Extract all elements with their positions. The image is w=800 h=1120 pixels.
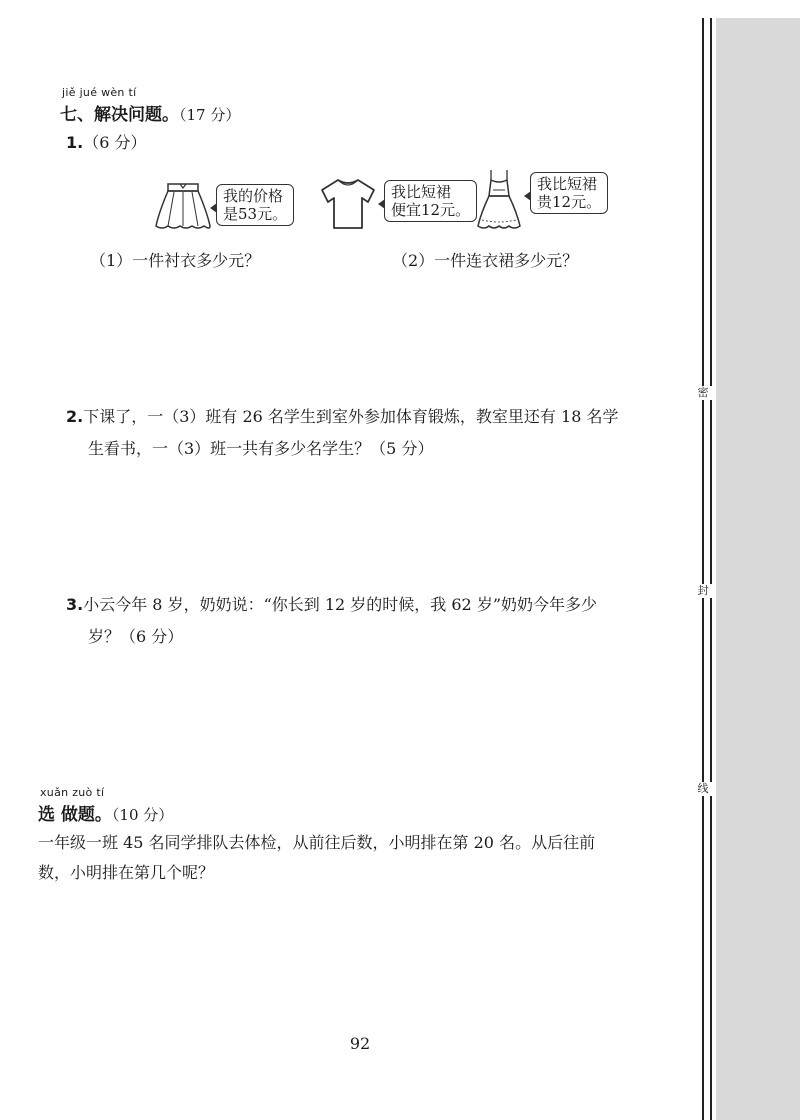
optional-line-1: 一年级一班 45 名同学排队去体检，从前往后数，小明排在第 20 名。从后往前 — [38, 833, 596, 852]
question-2-text-1: 下课了，一（3）班有 26 名学生到室外参加体育锻炼，教室里还有 18 名学 — [83, 407, 619, 426]
question-1-number: 1. — [66, 133, 84, 152]
dress-bubble-line2: 贵12元。 — [537, 193, 602, 211]
dress-price-bubble — [530, 172, 608, 214]
optional-heading — [38, 800, 173, 825]
seal-line-outer — [702, 18, 704, 1120]
question-2-line-2: 生看书，一（3）班一共有多少名学生？（5 分） — [88, 439, 434, 458]
question-2-number: 2. — [66, 407, 84, 426]
shirt-bubble-line1: 我比短裙 — [391, 183, 452, 201]
shirt-price-bubble — [384, 180, 477, 222]
section-heading — [60, 100, 240, 125]
dress-icon — [476, 168, 522, 234]
section-title: 七、解决问题。 — [60, 105, 179, 125]
optional-title: 选 做题。 — [38, 805, 112, 825]
seal-line-inner — [710, 18, 712, 1120]
page-number: 92 — [349, 1034, 371, 1053]
seal-char-mi: 密 — [694, 386, 712, 400]
question-3-line-2: 岁？（6 分） — [88, 627, 184, 646]
optional-pinyin: xuǎn zuò tí — [40, 786, 105, 799]
skirt-bubble-line2: 是53元。 — [223, 205, 288, 223]
optional-score: （10 分） — [111, 806, 174, 824]
binding-gutter — [716, 18, 800, 1120]
seal-char-xian: 线 — [694, 782, 712, 796]
question-1-sub-2: （2）一件连衣裙多少元？ — [392, 251, 579, 270]
skirt-price-bubble — [216, 184, 294, 226]
skirt-icon — [154, 182, 212, 232]
clothing-illustration — [140, 160, 620, 240]
section-score: （17 分） — [179, 106, 241, 124]
optional-line-2: 数，小明排在第几个呢？ — [38, 863, 215, 882]
question-1-score: （6 分） — [83, 133, 147, 152]
section-pinyin: jiě jué wèn tí — [62, 86, 137, 99]
question-3-number: 3. — [66, 595, 84, 614]
shirt-bubble-line2: 便宜12元。 — [391, 201, 471, 219]
shirt-icon — [320, 176, 376, 232]
question-3-text-1: 小云今年 8 岁，奶奶说：“你长到 12 岁的时候，我 62 岁”奶奶今年多少 — [83, 595, 597, 614]
question-2-line-1 — [66, 402, 618, 432]
question-3-line-1 — [66, 590, 597, 620]
skirt-bubble-line1: 我的价格 — [223, 187, 284, 205]
dress-bubble-line1: 我比短裙 — [537, 175, 598, 193]
question-1-sub-1: （1）一件衬衣多少元？ — [90, 251, 261, 270]
seal-char-feng: 封 — [694, 584, 712, 598]
question-1-header — [66, 128, 147, 158]
